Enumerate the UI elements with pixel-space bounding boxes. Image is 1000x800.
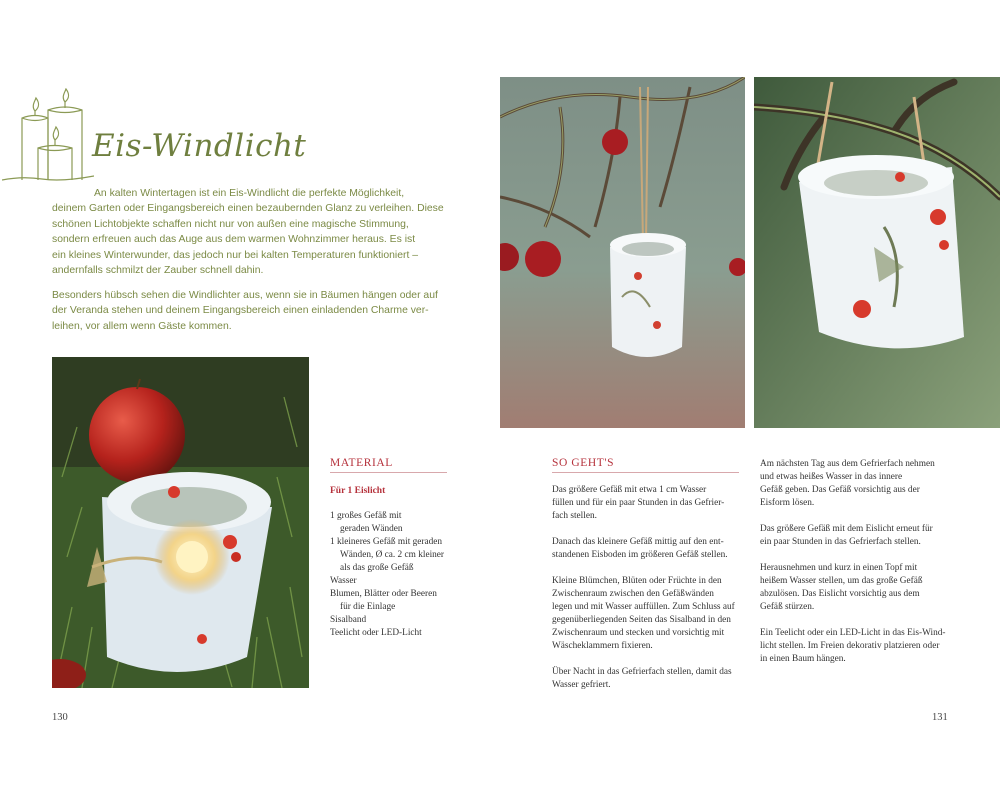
step-line: fach stellen. <box>552 511 597 521</box>
intro-line: schönen Lichtobjekte schaffen nicht nur von außen eine magische Stimmung, <box>52 218 409 230</box>
step-line: legen und mit Wasser auffüllen. Zum Schluss auf <box>552 602 735 612</box>
photo-lantern-hanging-tree <box>500 77 745 428</box>
steps-section <box>552 457 739 473</box>
step-line: Das größere Gefäß mit dem Eislicht erneut für <box>760 524 933 534</box>
step-line: ein paar Stunden in das Gefrierfach stellen. <box>760 537 921 547</box>
page-number-right: 131 <box>932 712 948 723</box>
candles-illustration-icon <box>2 88 94 188</box>
material-list <box>330 510 444 640</box>
intro-line: leihen, vor allem wenn Gäste kommen. <box>52 320 232 332</box>
material-item: Blumen, Blätter oder Beeren <box>330 589 437 599</box>
material-item: 1 großes Gefäß mit <box>330 511 402 521</box>
step-line: Kleine Blümchen, Blüten oder Früchte in den <box>552 576 722 586</box>
step-line: Über Nacht in das Gefrierfach stellen, damit das <box>552 667 732 677</box>
material-subheading: Für 1 Eislicht <box>330 486 386 496</box>
step-line: Am nächsten Tag aus dem Gefrierfach nehmen <box>760 459 935 469</box>
step-line: Zwischenraum und stecken und vorsichtig mit <box>552 628 725 638</box>
step-line: Ein Teelicht oder ein LED-Licht in das Eis-Wind- <box>760 628 946 638</box>
material-item: Wasser <box>330 576 357 586</box>
intro-line: andernfalls schmilzt der Zauber schnell dahin. <box>52 265 264 277</box>
steps-text <box>552 484 735 692</box>
material-item: geraden Wänden <box>340 524 403 534</box>
page-number-left: 130 <box>52 712 68 723</box>
intro-paragraph-1 <box>52 186 444 278</box>
material-item: Wänden, Ø ca. 2 cm kleiner <box>340 550 445 560</box>
material-section <box>330 457 447 473</box>
step-line: heißem Wasser stellen, um das große Gefäß <box>760 576 923 586</box>
step-line: Gefäß geben. Das Gefäß vorsichtig aus der <box>760 485 920 495</box>
step-line: Wasser gefriert. <box>552 680 611 690</box>
steps-heading: SO GEHT'S <box>552 457 739 473</box>
photo-ice-lantern-grass <box>52 357 309 688</box>
intro-line: An kalten Wintertagen ist ein Eis-Windlicht die perfekte Möglichkeit, <box>94 188 405 199</box>
step-line: Gefäß stürzen. <box>760 602 815 612</box>
photo-lantern-closeup <box>754 77 1000 428</box>
step-line: licht stellen. Im Freien dekorativ platzieren oder <box>760 641 940 651</box>
material-item: Sisalband <box>330 615 367 625</box>
step-line: Eisform lösen. <box>760 498 815 508</box>
step-line: füllen und für ein paar Stunden in das Gefrier- <box>552 498 725 508</box>
step-line: Das größere Gefäß mit etwa 1 cm Wasser <box>552 485 707 495</box>
steps-continued-text <box>760 458 945 666</box>
step-line: standenen Eisboden im größeren Gefäß stellen. <box>552 550 728 560</box>
material-item: Teelicht oder LED-Licht <box>330 628 422 638</box>
material-item: 1 kleineres Gefäß mit geraden <box>330 537 443 547</box>
step-line: Wäscheklammern fixieren. <box>552 641 653 651</box>
step-line: Danach das kleinere Gefäß mittig auf den ent- <box>552 537 724 547</box>
intro-line: Besonders hübsch sehen die Windlichter aus, wenn sie in Bäumen hängen oder auf <box>52 290 438 301</box>
material-item: für die Einlage <box>340 602 396 612</box>
intro-line: ein kleines Winterwunder, das jedoch nur bei kalten Temperaturen funktioniert – <box>52 249 418 261</box>
material-heading: MATERIAL <box>330 457 447 473</box>
material-item: als das große Gefäß <box>340 563 414 573</box>
step-line: in einen Baum hängen. <box>760 654 846 664</box>
step-line: abzulösen. Das Eislicht vorsichtig aus dem <box>760 589 920 599</box>
step-line: gegenüberliegenden Seiten das Sisalband in den <box>552 615 731 625</box>
intro-paragraph-2 <box>52 288 444 334</box>
page-title: Eis-Windlicht <box>92 128 307 164</box>
intro-line: deinem Garten oder Eingangsbereich einen bezaubernden Glanz zu verleihen. Diese <box>52 203 444 215</box>
step-line: Herausnehmen und kurz in einen Topf mit <box>760 563 918 573</box>
intro-line: sondern erfreuen auch das Auge aus dem warmen Wohnzimmer heraus. Es ist <box>52 234 416 246</box>
step-line: und etwas heißes Wasser in das innere <box>760 472 903 482</box>
intro-line: der Veranda stehen und deinem Eingangsbereich einen einladenden Charme ver- <box>52 305 429 317</box>
step-line: Zwischenraum zwischen den Gefäßwänden <box>552 589 714 599</box>
